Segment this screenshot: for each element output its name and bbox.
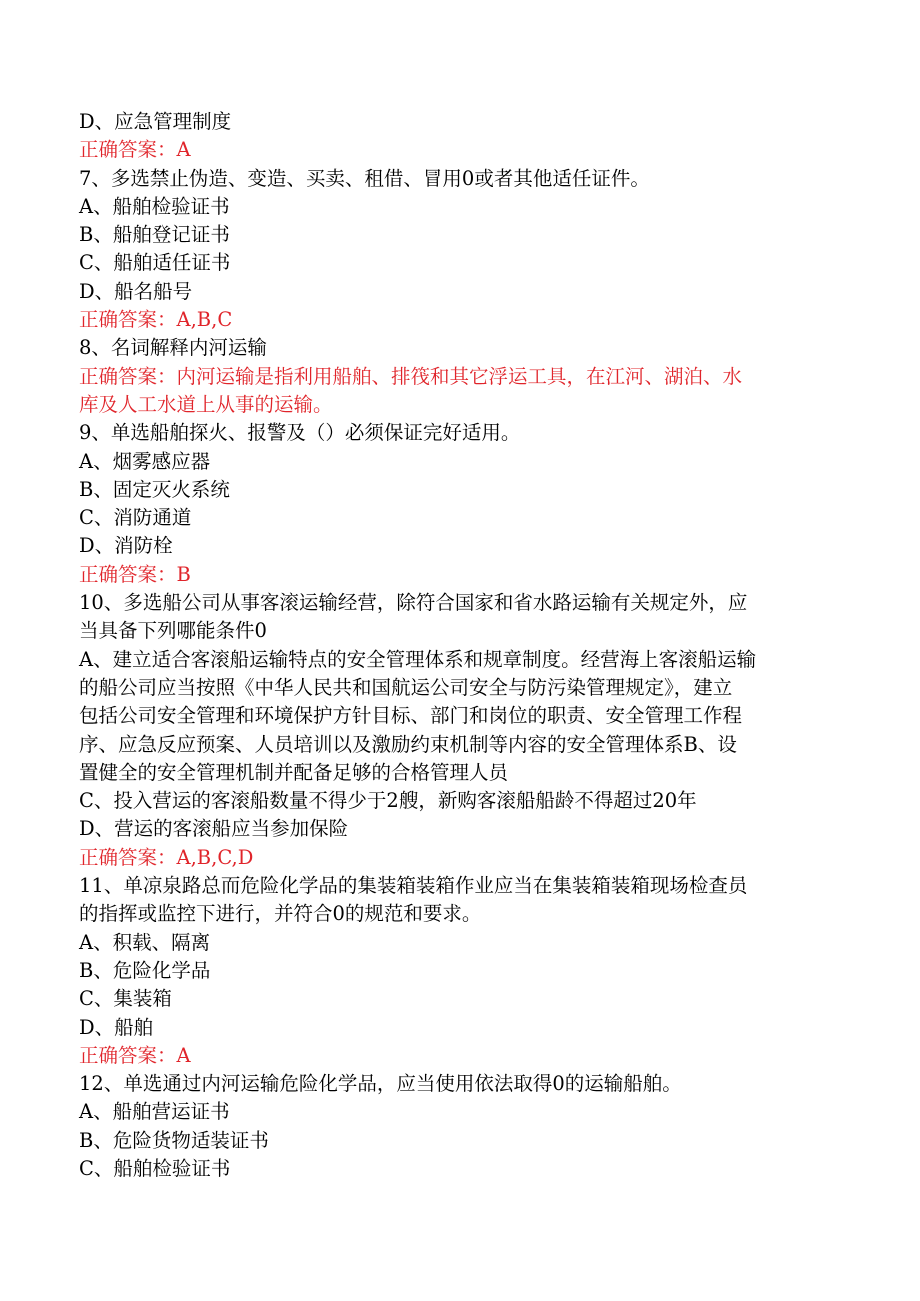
answer-label: 正确答案：	[79, 562, 177, 586]
answer-line	[79, 136, 831, 164]
option-line: A、建立适合客滚船运输特点的安全管理体系和规章制度。经营海上客滚船运输	[79, 647, 757, 671]
option-line: A、烟雾感应器	[79, 449, 211, 473]
option-line: B、船舶登记证书	[79, 223, 230, 247]
answer-text: 内河运输是指利用船舶、排筏和其它浮运工具，在江河、湖泊、水	[176, 364, 743, 388]
answer-label: 正确答案：	[79, 308, 177, 332]
answer-label: 正确答案：	[79, 845, 177, 869]
answer-line	[79, 1042, 831, 1070]
option-line: D、消防栓	[79, 534, 173, 558]
option-line: C、船舶检验证书	[79, 1156, 231, 1180]
answer-continuation-line: 库及人工水道上从事的运输。	[79, 392, 333, 416]
question-line: 10、多选船公司从事客滚运输经营，除符合国家和省水路运输有关规定外，应	[79, 591, 748, 615]
option-line: C、集装箱	[79, 987, 172, 1011]
option-line: C、船舶适任证书	[79, 251, 231, 275]
answer-line	[79, 561, 831, 589]
option-line: D、营运的客滚船应当参加保险	[79, 817, 349, 841]
document-page	[79, 108, 831, 1183]
answer-text: A	[176, 138, 191, 162]
option-line: B、危险货物适装证书	[79, 1128, 269, 1152]
question-line: 11、单凉泉路总而危险化学品的集装箱装箱作业应当在集装箱装箱现场检查员	[79, 874, 748, 898]
answer-text: A	[176, 1043, 191, 1067]
answer-label: 正确答案：	[79, 364, 177, 388]
answer-text: A,B,C,D	[176, 845, 254, 869]
question-line: 8、名词解释内河运输	[79, 336, 267, 360]
option-line: 的船公司应当按照《中华人民共和国航运公司安全与防污染管理规定》，建立	[79, 675, 733, 699]
answer-label: 正确答案：	[79, 138, 177, 162]
option-line: D、船舶	[79, 1015, 154, 1039]
question-line: 的指挥或监控下进行，并符合0的规范和要求。	[79, 902, 482, 926]
option-line: C、消防通道	[79, 506, 192, 530]
question-line: 9、单选船舶探火、报警及（）必须保证完好适用。	[79, 421, 521, 445]
option-line: C、投入营运的客滚船数量不得少于2艘，新购客滚船船龄不得超过20年	[79, 789, 697, 813]
option-line: D、应急管理制度	[79, 110, 232, 133]
answer-text: B	[176, 562, 191, 586]
option-line: B、危险化学品	[79, 958, 211, 982]
answer-line	[79, 306, 831, 334]
question-line: 7、多选禁止伪造、变造、买卖、租借、冒用0或者其他适任证件。	[79, 166, 650, 190]
option-line: B、固定灭火系统	[79, 477, 230, 501]
option-line: 置健全的安全管理机制并配备足够的合格管理人员	[79, 760, 509, 784]
option-line: 序、应急反应预案、人员培训以及激励约束机制等内容的安全管理体系B、设	[79, 732, 737, 756]
option-line: A、船舶营运证书	[79, 1100, 230, 1124]
answer-text: A,B,C	[176, 308, 233, 332]
question-line: 12、单选通过内河运输危险化学品，应当使用依法取得0的运输船舶。	[79, 1072, 682, 1096]
answer-line	[79, 363, 831, 391]
option-line: A、积载、隔离	[79, 930, 211, 954]
option-line: A、船舶检验证书	[79, 194, 230, 218]
question-line: 当具备下列哪能条件0	[79, 619, 267, 643]
option-line: D、船名船号	[79, 279, 193, 303]
answer-line	[79, 844, 831, 872]
answer-label: 正确答案：	[79, 1043, 177, 1067]
option-line: 包括公司安全管理和环境保护方针目标、部门和岗位的职责、安全管理工作程	[79, 704, 743, 728]
